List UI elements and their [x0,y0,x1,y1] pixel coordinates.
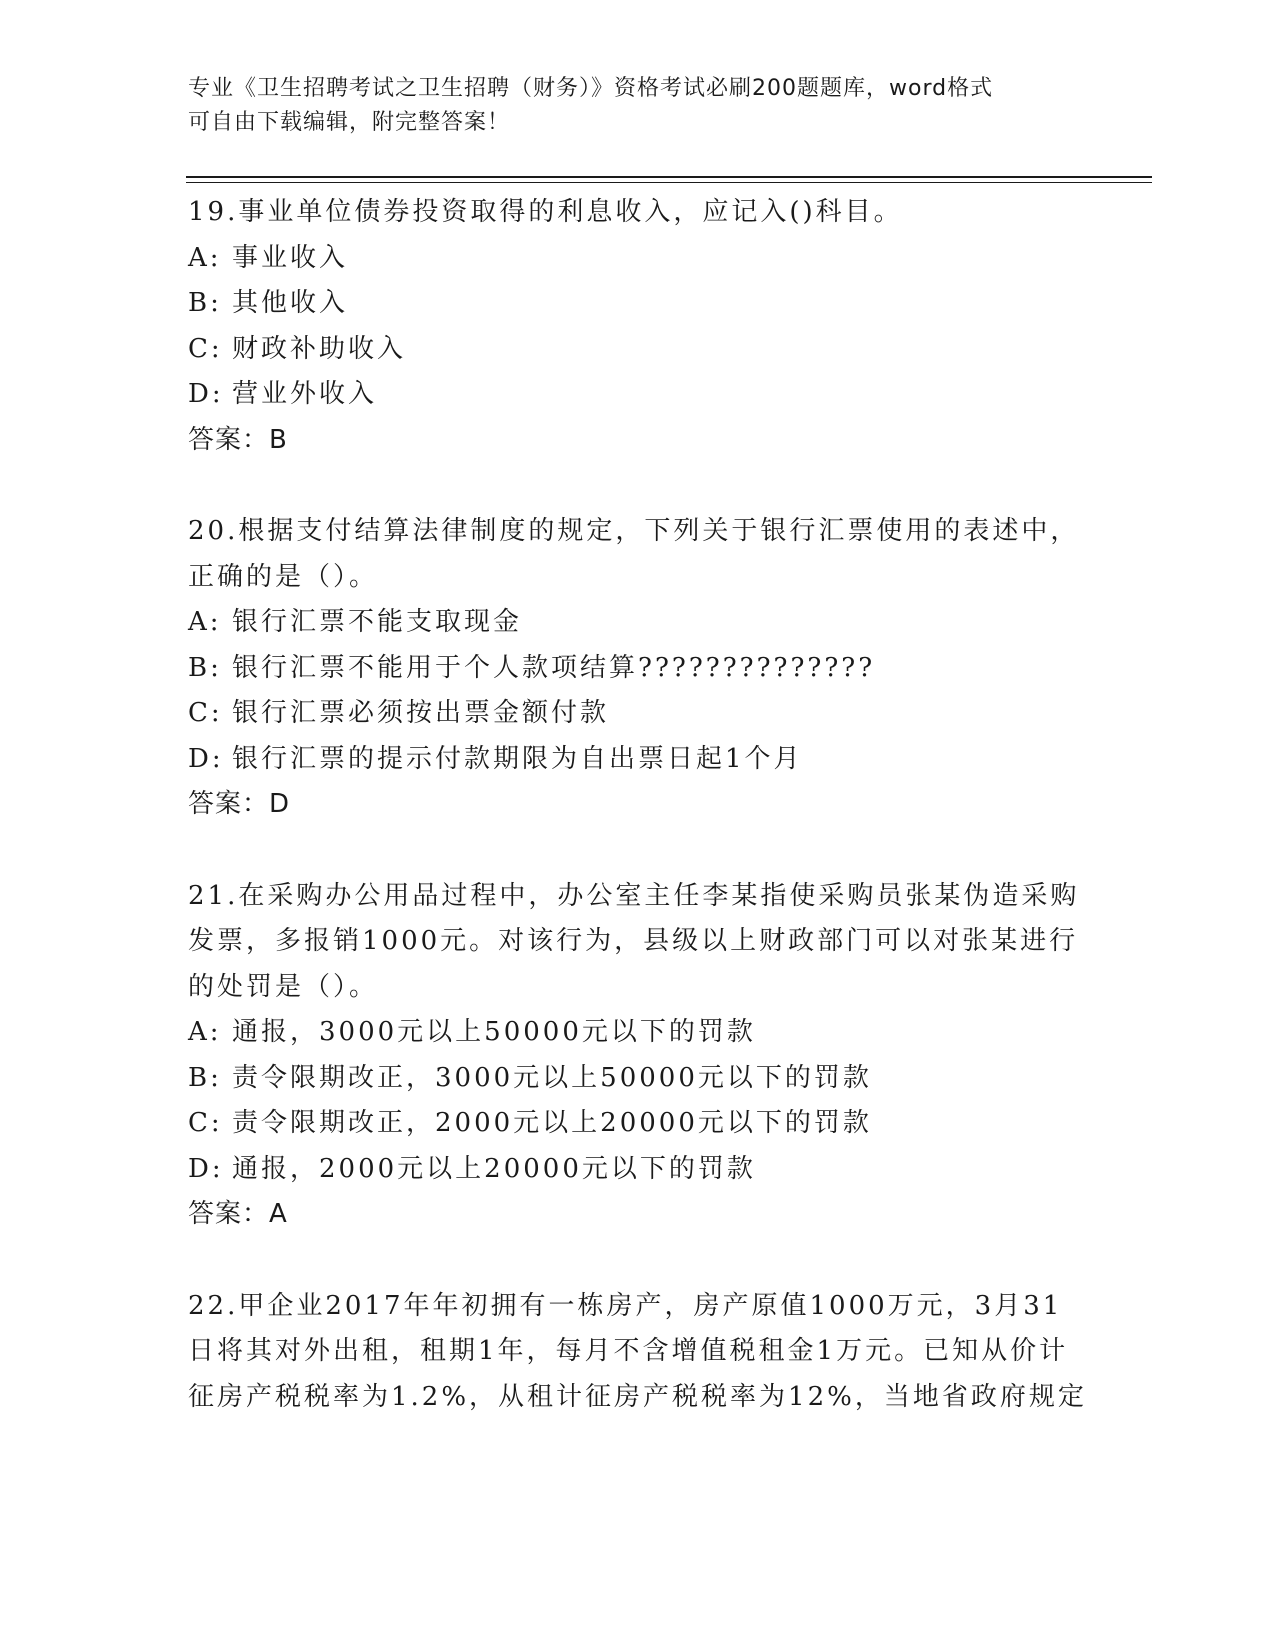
page-header [188,72,1068,140]
option-text: 营业外收入 [232,379,378,409]
question-text: 19.事业单位债券投资取得的利息收入，应记入()科目。 [188,197,903,227]
question-19 [188,190,1088,463]
option-letter: A: [188,607,222,637]
option-letter: D: [188,743,224,774]
answer-label: 答案：D [188,789,291,819]
answer-label: 答案：A [188,1199,288,1229]
option-letter: C: [188,698,223,728]
option-b [188,281,1088,327]
option-letter: B: [188,1062,222,1093]
option-d [188,737,1088,783]
option-letter: B: [188,288,222,318]
question-22 [188,1284,1088,1421]
question-list [188,190,1088,1466]
option-a [188,600,1088,646]
option-a [188,236,1088,282]
option-c [188,327,1088,373]
option-b [188,1056,1088,1102]
option-text: 财政补助收入 [232,333,407,364]
option-text: 银行汇票不能用于个人款项结算?????????????? [232,652,876,683]
option-letter: C: [188,333,223,364]
option-letter: A: [188,1017,222,1047]
option-letter: D: [188,1153,224,1184]
option-d [188,1147,1088,1193]
header-line-1: 专业《卫生招聘考试之卫生招聘（财务）》资格考试必刷200题题库，word格式 [188,76,994,101]
question-text: 22.甲企业2017年年初拥有一栋房产，房产原值1000万元，3月31日将其对外出租，租期1年，每月不含增值税租金1万元。已知从价计征房产税税率为1.2%，从租计征房产税税率为12%，当地省政府规定 [188,1290,1087,1412]
option-text: 责令限期改正，2000元以上20000元以下的罚款 [232,1108,872,1138]
option-text: 责令限期改正，3000元以上50000元以下的罚款 [232,1062,872,1093]
option-c [188,691,1088,737]
option-letter: B: [188,652,222,683]
option-d [188,372,1088,418]
option-text: 银行汇票不能支取现金 [232,607,523,637]
option-letter: D: [188,379,224,409]
answer-label: 答案：B [188,424,288,455]
question-20 [188,509,1088,828]
question-21 [188,874,1088,1238]
header-rule-thin [186,182,1152,183]
option-a [188,1010,1088,1056]
question-text: 20.根据支付结算法律制度的规定，下列关于银行汇票使用的表述中，正确的是（）。 [188,516,1080,592]
option-text: 通报，3000元以上50000元以下的罚款 [232,1017,756,1047]
option-text: 其他收入 [232,288,349,318]
option-text: 通报，2000元以上20000元以下的罚款 [232,1153,756,1184]
option-b [188,646,1088,692]
question-text: 21.在采购办公用品过程中，办公室主任李某指使采购员张某伪造采购发票，多报销1000元。对该行为，县级以上财政部门可以对张某进行的处罚是（）。 [188,880,1080,1002]
option-letter: A: [188,242,222,273]
option-letter: C: [188,1108,223,1138]
option-text: 银行汇票必须按出票金额付款 [232,698,610,728]
option-c [188,1101,1088,1147]
header-line-2: 可自由下载编辑，附完整答案！ [188,110,511,135]
header-rule-thick [186,176,1152,178]
option-text: 银行汇票的提示付款期限为自出票日起1个月 [232,743,803,774]
option-text: 事业收入 [232,242,349,273]
